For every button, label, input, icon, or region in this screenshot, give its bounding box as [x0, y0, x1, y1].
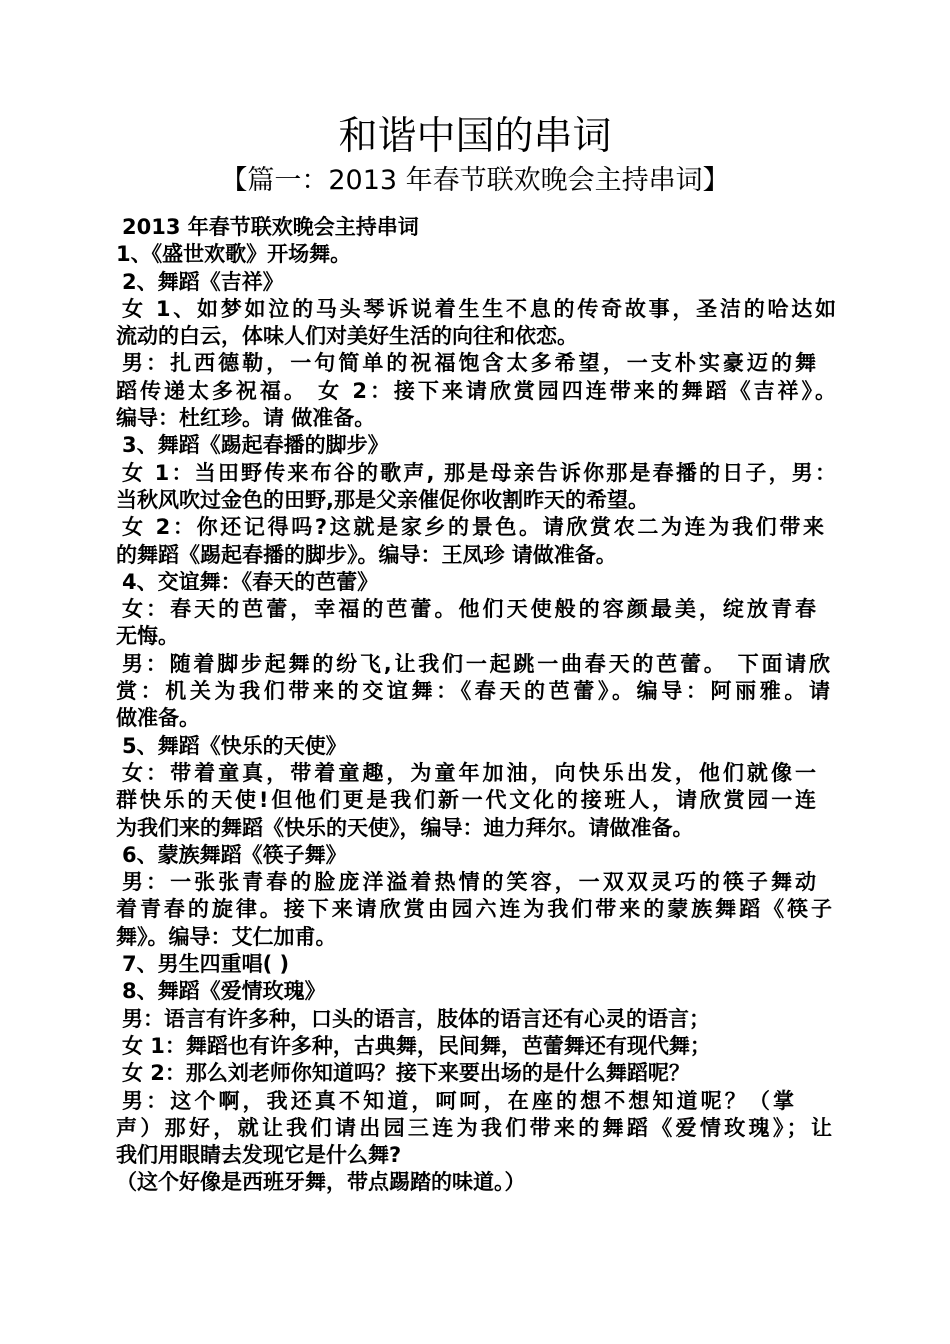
text-line: 声）那好，就让我们请出园三连为我们带来的舞蹈《爱情玫瑰》；让	[116, 1115, 832, 1140]
text-line: 做准备。	[116, 706, 200, 731]
text-line: 8、舞蹈《爱情玫瑰》	[122, 979, 326, 1004]
text-line: 蹈传递太多祝福。 女 2：接下来请欣赏园四连带来的舞蹈《吉祥》。	[116, 378, 836, 403]
document-title: 和谐中国的串词	[338, 114, 612, 159]
text-line: 女 1：当田野传来布谷的歌声, 那是母亲告诉你那是春播的日子，男：	[122, 460, 836, 485]
text-line: 男：随着脚步起舞的纷飞,让我们一起跳一曲春天的芭蕾。 下面请欣	[122, 651, 830, 676]
text-line: 男：语言有许多种，口头的语言，肢体的语言还有心灵的语言；	[122, 1006, 710, 1031]
text-line: 女 2：你还记得吗?这就是家乡的景色。请欣赏农二为连为我们带来	[122, 515, 824, 540]
text-line: 男：一张张青春的脸庞洋溢着热情的笑容，一双双灵巧的筷子舞动	[122, 870, 816, 895]
text-line: 着青春的旋律。接下来请欣赏由园六连为我们带来的蒙族舞蹈《筷子	[116, 897, 832, 922]
text-line: 2、舞蹈《吉祥》	[122, 269, 284, 294]
text-line: 赏：机关为我们带来的交谊舞：《春天的芭蕾》。编导：阿丽雅。请	[116, 679, 830, 704]
text-line: 女 2：那么刘老师你知道吗？接下来要出场的是什么舞蹈呢？	[122, 1061, 690, 1086]
text-line: 男：这个啊，我还真不知道，呵呵，在座的想不想知道呢？（掌	[122, 1088, 794, 1113]
text-line: 4、交谊舞：《春天的芭蕾》	[122, 569, 379, 594]
text-line: 为我们来的舞蹈《快乐的天使》，编导：迪力拜尔。请做准备。	[116, 815, 694, 840]
text-line: 男：扎西德勒，一句简单的祝福饱含太多希望，一支朴实豪迈的舞	[122, 351, 816, 376]
text-line: （这个好像是西班牙舞，带点踢踏的味道。）	[116, 1170, 526, 1195]
text-line: 6、蒙族舞蹈《筷子舞》	[122, 842, 347, 867]
text-line: 女 1、如梦如泣的马头琴诉说着生生不息的传奇故事，圣洁的哈达如	[122, 296, 836, 321]
text-line: 当秋风吹过金色的田野,那是父亲催促你收割昨天的希望。	[116, 487, 649, 512]
text-line: 编导：杜红珍。请 做准备。	[116, 406, 376, 431]
section-heading: 2013 年春节联欢晚会主持串词	[122, 215, 419, 239]
text-line: 7、男生四重唱( )	[122, 952, 290, 977]
text-line: 流动的白云，体味人们对美好生活的向往和依恋。	[116, 324, 578, 349]
text-line: 的舞蹈《踢起春播的脚步》。编导：王凤珍 请做准备。	[116, 542, 617, 567]
text-line: 1、《盛世欢歌》开场舞。	[116, 242, 352, 267]
text-line: 群快乐的天使!但他们更是我们新一代文化的接班人，请欣赏园一连	[116, 788, 816, 813]
text-line: 舞》。编导：艾仁加甫。	[116, 924, 337, 949]
text-line: 女：带着童真，带着童趣，为童年加油，向快乐出发，他们就像一	[122, 760, 816, 785]
text-line: 3、舞蹈《踢起春播的脚步》	[122, 433, 389, 458]
document-body	[116, 214, 836, 1197]
text-line: 女 1：舞蹈也有许多种，古典舞，民间舞，芭蕾舞还有现代舞；	[122, 1033, 711, 1058]
text-line: 无悔。	[116, 624, 179, 649]
document-subtitle: 【篇一：2013 年春节联欢晚会主持串词】	[220, 165, 730, 196]
text-line: 女：春天的芭蕾，幸福的芭蕾。他们天使般的容颜最美，绽放青春	[122, 597, 816, 622]
text-line: 5、舞蹈《快乐的天使》	[122, 733, 347, 758]
text-line: 我们用眼睛去发现它是什么舞?	[116, 1143, 402, 1168]
